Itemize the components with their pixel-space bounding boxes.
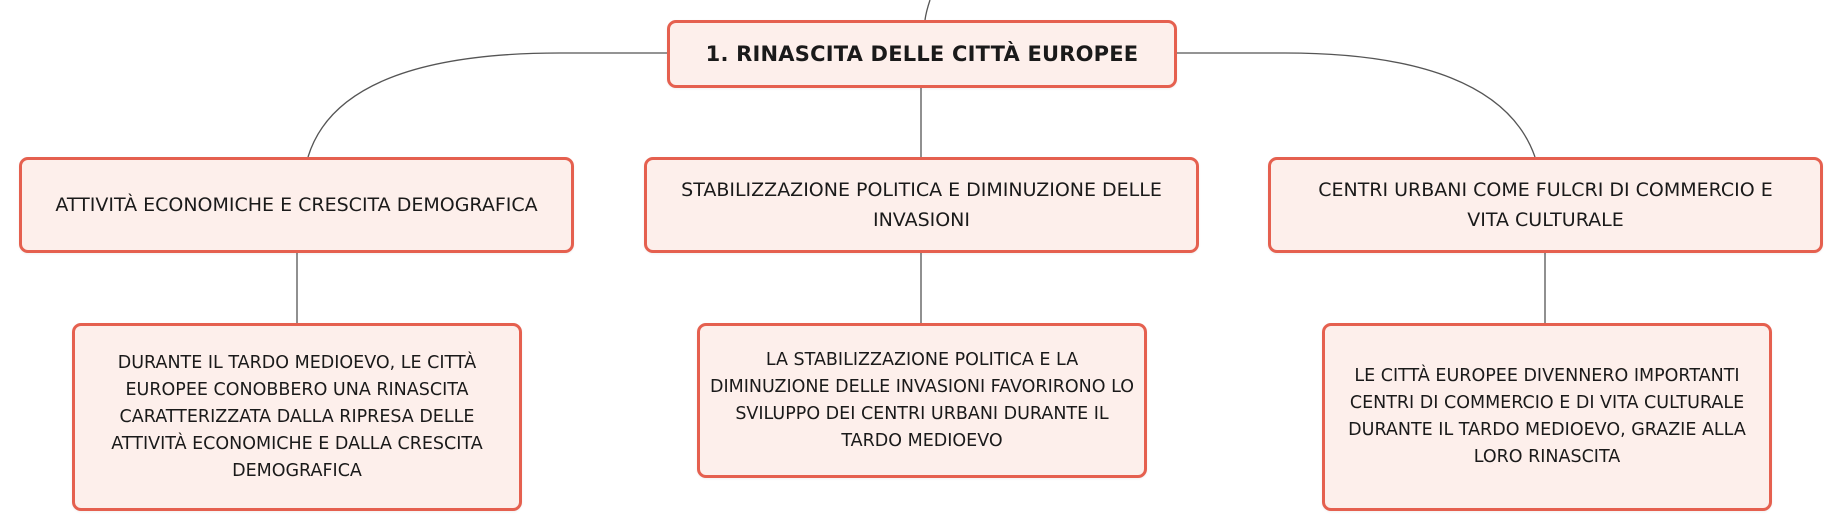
detail-text: DURANTE IL TARDO MEDIOEVO, LE CITTÀ EUROPEE CONOBBERO UNA RINASCITA CARATTERIZZATA DALLA RIPRESA DELLE ATTIVITÀ ECONOMICHE E DALLA CRESCITA DEMOGRAFICA xyxy=(111,352,483,481)
detail-economic-growth[interactable] xyxy=(72,323,522,511)
root-topic[interactable] xyxy=(667,20,1177,88)
subtopic-political-stabilization[interactable] xyxy=(644,157,1199,253)
subtopic-urban-centers[interactable] xyxy=(1268,157,1823,253)
connector-root-branch-1 xyxy=(308,53,667,157)
root-topic-label: 1. RINASCITA DELLE CITTÀ EUROPEE xyxy=(705,42,1139,66)
detail-text: LA STABILIZZAZIONE POLITICA E LA DIMINUZIONE DELLE INVASIONI FAVORIRONO LO SVILUPPO DEI CENTRI URBANI DURANTE IL TARDO MEDIOEVO xyxy=(709,349,1135,451)
subtopic-economic-growth[interactable] xyxy=(19,157,574,253)
detail-urban-centers[interactable] xyxy=(1322,323,1772,511)
detail-political-stabilization[interactable] xyxy=(697,323,1147,478)
connector-root-branch-3 xyxy=(1177,53,1535,157)
connector-parent xyxy=(925,0,930,20)
subtopic-label: CENTRI URBANI COME FULCRI DI COMMERCIO E VITA CULTURALE xyxy=(1318,179,1773,231)
subtopic-label: STABILIZZAZIONE POLITICA E DIMINUZIONE DELLE INVASIONI xyxy=(681,179,1162,231)
subtopic-label: ATTIVITÀ ECONOMICHE E CRESCITA DEMOGRAFICA xyxy=(55,194,538,216)
detail-text: LE CITTÀ EUROPEE DIVENNERO IMPORTANTI CENTRI DI COMMERCIO E DI VITA CULTURALE DURANTE IL TARDO MEDIOEVO, GRAZIE ALLA LORO RINASCITA xyxy=(1348,366,1746,467)
